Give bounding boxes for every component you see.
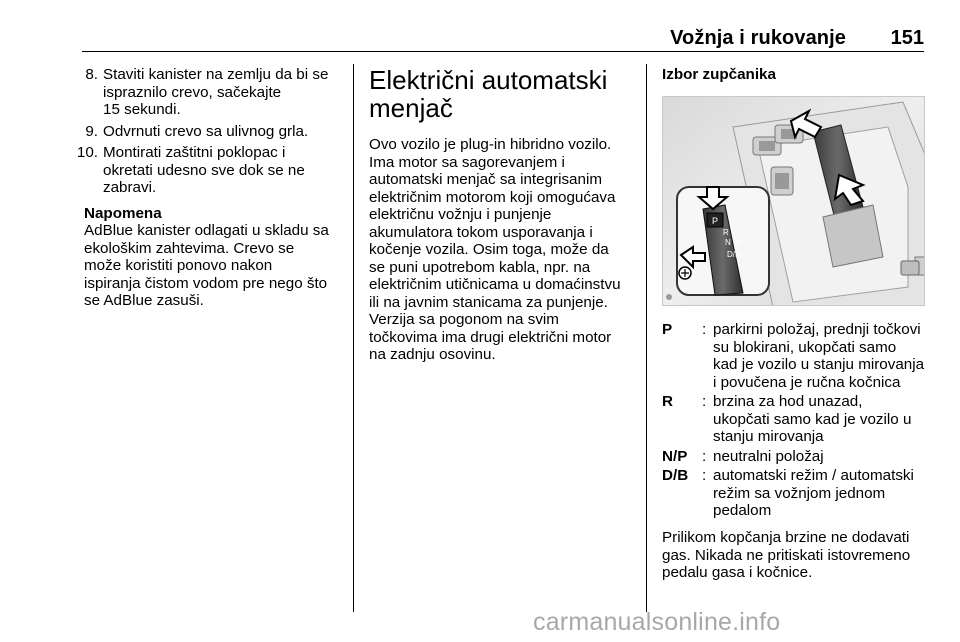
definition-line: neutralni položaj bbox=[713, 447, 824, 465]
paragraph-line: pedalu gasa i kočnice. bbox=[662, 564, 813, 581]
list-line: zabravi. bbox=[103, 179, 157, 196]
list-item bbox=[74, 66, 346, 119]
figure-label-p: P bbox=[711, 216, 719, 226]
paragraph-line: električnim utičnicama u domaćinstvu bbox=[369, 276, 621, 293]
figure-label-db: D/B bbox=[727, 250, 741, 259]
note-line: se AdBlue zasuši. bbox=[84, 292, 204, 309]
definition-colon: : bbox=[702, 393, 707, 410]
definition-key: R bbox=[662, 393, 673, 410]
watermark: carmanualsonline.info bbox=[533, 608, 781, 636]
paragraph-line: Verzija sa pogonom na svim bbox=[369, 311, 559, 328]
definition-line: su blokirani, ukopčati samo bbox=[713, 338, 897, 356]
column-divider-left bbox=[353, 64, 354, 612]
definition-value bbox=[713, 467, 928, 520]
paragraph-line: kočenje vozila. Osim toga, može da bbox=[369, 241, 609, 258]
page-number: 151 bbox=[890, 27, 924, 49]
definition-colon: : bbox=[702, 447, 707, 465]
definition-colon: : bbox=[702, 467, 707, 484]
definition-colon: : bbox=[702, 321, 707, 338]
gear-definitions bbox=[662, 321, 928, 522]
gear-selector-illustration bbox=[662, 96, 925, 306]
list-number: 10. bbox=[76, 144, 98, 161]
paragraph-line: akumulatora tokom usporavanja i bbox=[369, 223, 593, 241]
paragraph-line: električnim motorom koji omogućava bbox=[369, 188, 616, 206]
paragraph-line: automatski menjač sa integrisanim bbox=[369, 171, 602, 188]
list-line: 15 sekundi. bbox=[103, 101, 181, 118]
paragraph-line: električnu vožnju i punjenje bbox=[369, 206, 552, 223]
paragraph-line: gas. Nikada ne pritiskati istovremeno bbox=[662, 546, 911, 564]
paragraph-line: ili na javnim stanicama za punjenje. bbox=[369, 293, 608, 311]
list-line: ispraznilo crevo, sačekajte bbox=[103, 83, 282, 101]
list-number: 9. bbox=[85, 122, 98, 140]
definition-line: pedalom bbox=[713, 502, 772, 519]
subsection-heading: Izbor zupčanika bbox=[662, 66, 776, 83]
note-title: Napomena bbox=[84, 204, 162, 222]
paragraph-line: Ima motor sa sagorevanjem i bbox=[369, 153, 565, 171]
left-column bbox=[74, 66, 346, 310]
definition-line: režim sa vožnjom jednom bbox=[713, 484, 886, 502]
section-title bbox=[369, 66, 639, 122]
header-divider bbox=[82, 51, 924, 52]
chapter-title: Vožnja i rukovanje bbox=[670, 27, 846, 49]
figure-label-n: N bbox=[725, 238, 731, 247]
definition-key: D/B bbox=[662, 467, 689, 484]
definition-line: automatski režim / automatski bbox=[713, 467, 914, 484]
closing-paragraph bbox=[662, 529, 928, 582]
definition-line: kad je vozilo u stanju mirovanja bbox=[713, 356, 925, 373]
paragraph-line: na zadnju osovinu. bbox=[369, 346, 496, 363]
list-text bbox=[103, 66, 346, 119]
list-text bbox=[103, 123, 346, 141]
definition-row bbox=[662, 321, 928, 391]
definition-row bbox=[662, 393, 928, 446]
definition-row bbox=[662, 448, 928, 466]
definition-line: stanju mirovanja bbox=[713, 428, 824, 445]
paragraph-line: se puni upotrebom kabla, npr. na bbox=[369, 258, 591, 276]
list-item bbox=[74, 123, 346, 141]
right-column bbox=[662, 66, 927, 84]
paragraph-line: točkovima ima drugi električni motor bbox=[369, 328, 612, 346]
figure-label-r: R bbox=[723, 228, 729, 237]
definition-line: i povučena je ručna kočnica bbox=[713, 373, 901, 391]
paragraph-line: Prilikom kopčanja brzine ne dodavati bbox=[662, 529, 910, 546]
note-line: ispiranja čistom vodom pre nego što bbox=[84, 274, 328, 292]
list-text bbox=[103, 144, 346, 197]
figure-label-p2: P bbox=[735, 238, 741, 247]
paragraph-line: Ovo vozilo je plug-in hibridno vozilo. bbox=[369, 136, 612, 153]
definition-row bbox=[662, 467, 928, 520]
note-line: može koristiti ponovo nakon bbox=[84, 257, 273, 274]
page-header bbox=[82, 27, 924, 53]
list-number: 8. bbox=[85, 66, 98, 83]
list-line: Odvrnuti crevo sa ulivnog grla. bbox=[103, 122, 309, 140]
column-divider-right bbox=[646, 64, 647, 612]
list-item bbox=[74, 144, 346, 197]
list-line: Montirati zaštitni poklopac i bbox=[103, 144, 286, 161]
middle-column bbox=[369, 66, 639, 364]
note-line: AdBlue kanister odlagati u skladu sa bbox=[84, 222, 329, 239]
definition-line: brzina za hod unazad, bbox=[713, 393, 863, 410]
note-block bbox=[74, 205, 346, 310]
definition-value bbox=[713, 393, 928, 446]
definition-value bbox=[713, 321, 928, 391]
note-line: ekološkim zahtevima. Crevo se bbox=[84, 239, 295, 257]
definition-key: N/P bbox=[662, 447, 688, 465]
definition-line: ukopčati samo kad je vozilo u bbox=[713, 410, 912, 428]
definition-line: parkirni položaj, prednji točkovi bbox=[713, 321, 921, 338]
section-title-line: menjač bbox=[369, 93, 453, 123]
definition-value bbox=[713, 448, 928, 466]
section-title-line: Električni automatski bbox=[369, 65, 608, 95]
list-line: Staviti kanister na zemlju da bi se bbox=[103, 66, 329, 83]
intro-paragraph bbox=[369, 136, 639, 364]
definition-key: P bbox=[662, 321, 673, 338]
list-line: okretati udesno sve dok se ne bbox=[103, 161, 305, 179]
